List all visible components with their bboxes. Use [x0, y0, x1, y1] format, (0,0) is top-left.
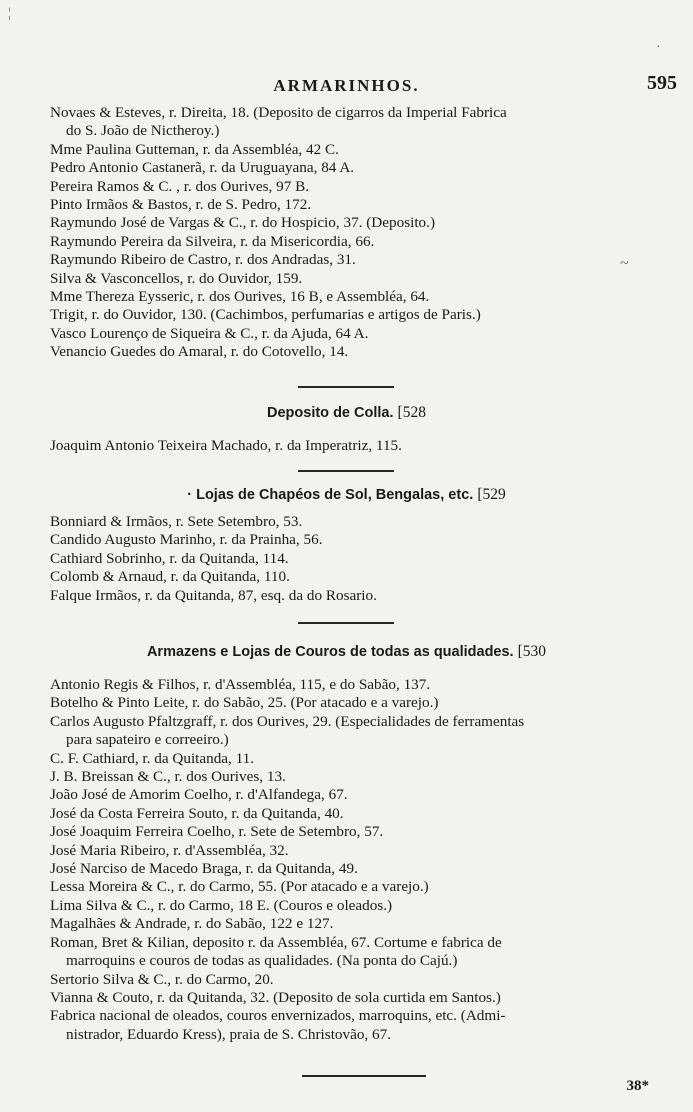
- list-item-continuation: nistrador, Eduardo Kress), praia de S. Christovão, 67.: [66, 1025, 392, 1043]
- section-divider: [298, 386, 394, 388]
- list-item: Venancio Guedes do Amaral, r. do Cotovello, 14.: [50, 343, 349, 361]
- print-speck: ·: [656, 40, 661, 55]
- list-item-continuation: para sapateiro e correeiro.): [66, 731, 229, 749]
- list-item: João José de Amorim Coelho, r. d'Alfandega, 67.: [50, 786, 348, 804]
- list-item: José Maria Ribeiro, r. d'Assembléa, 32.: [50, 841, 289, 859]
- list-item-continuation: marroquins e couros de todas as qualidades. (Na ponta do Cajú.): [66, 952, 458, 970]
- couros-entries: [50, 676, 678, 1044]
- list-item: Cathiard Sobrinho, r. da Quitanda, 114.: [50, 549, 289, 567]
- list-item: Mme Thereza Eysseric, r. dos Ourives, 16 B, e Assembléa, 64.: [50, 288, 430, 306]
- list-item: Falque Irmãos, r. da Quitanda, 87, esq. da do Rosario.: [50, 586, 377, 604]
- section-divider: [298, 470, 394, 472]
- list-item: Joaquim Antonio Teixeira Machado, r. da Imperatriz, 115.: [50, 437, 402, 454]
- list-item: Vianna & Couto, r. da Quitanda, 32. (Deposito de sola curtida em Santos.): [50, 988, 501, 1006]
- list-item: José da Costa Ferreira Souto, r. da Quitanda, 40.: [50, 804, 344, 822]
- chapeos-entries: [50, 513, 678, 605]
- list-item-continuation: do S. João de Nictheroy.): [66, 122, 220, 140]
- list-item: Raymundo Ribeiro de Castro, r. dos Andradas, 31.: [50, 251, 356, 269]
- list-item: Trigit, r. do Ouvidor, 130. (Cachimbos, perfumarias e artigos de Paris.): [50, 306, 481, 324]
- list-item: Lima Silva & C., r. do Carmo, 18 E. (Couros e oleados.): [50, 896, 393, 914]
- section-number: [529: [477, 486, 506, 503]
- list-item: Candido Augusto Marinho, r. da Prainha, 56.: [50, 531, 323, 549]
- list-item: Roman, Bret & Kilian, deposito r. da Assembléa, 67. Cortume e fabrica de: [50, 933, 502, 951]
- section-title-text: · Lojas de Chapéos de Sol, Bengalas, etc.: [187, 487, 474, 503]
- section-title-text: Deposito de Colla.: [267, 405, 394, 421]
- signature-mark: 38*: [626, 1078, 649, 1094]
- armarinhos-entries: [50, 104, 678, 362]
- page-header: [0, 72, 693, 102]
- list-item: Magalhães & Andrade, r. do Sabão, 122 e 127.: [50, 915, 334, 933]
- section-title-colla: [0, 404, 693, 422]
- list-item: Mme Paulina Gutteman, r. da Assembléa, 42 C.: [50, 140, 339, 158]
- list-item: Silva & Vasconcellos, r. do Ouvidor, 159.: [50, 269, 303, 287]
- list-item: C. F. Cathiard, r. da Quitanda, 11.: [50, 749, 255, 767]
- section-divider: [302, 1075, 426, 1077]
- list-item: Pinto Irmãos & Bastos, r. de S. Pedro, 172.: [50, 196, 312, 214]
- list-item: Novaes & Esteves, r. Direita, 18. (Deposito de cigarros da Imperial Fabrica: [50, 104, 507, 121]
- section-divider: [298, 622, 394, 624]
- list-item: Bonniard & Irmãos, r. Sete Setembro, 53.: [50, 513, 303, 530]
- section-number: [528: [397, 404, 426, 421]
- ink-mark: ~: [620, 255, 629, 272]
- print-speck: ¦: [8, 6, 11, 21]
- running-title: ARMARINHOS.: [273, 76, 420, 95]
- list-item: Pereira Ramos & C. , r. dos Ourives, 97 B.: [50, 177, 310, 195]
- list-item: José Joaquim Ferreira Coelho, r. Sete de Setembro, 57.: [50, 823, 384, 841]
- list-item: Colomb & Arnaud, r. da Quitanda, 110.: [50, 568, 290, 586]
- list-item: Lessa Moreira & C., r. do Carmo, 55. (Por atacado e a varejo.): [50, 878, 429, 896]
- list-item: Fabrica nacional de oleados, couros envernizados, marroquins, etc. (Admi-: [50, 1007, 506, 1025]
- list-item: Antonio Regis & Filhos, r. d'Assembléa, 115, e do Sabão, 137.: [50, 676, 431, 693]
- list-item: Raymundo José de Vargas & C., r. do Hospicio, 37. (Deposito.): [50, 214, 436, 232]
- list-item: Sertorio Silva & C., r. do Carmo, 20.: [50, 970, 274, 988]
- list-item: Botelho & Pinto Leite, r. do Sabão, 25. (Por atacado e a varejo.): [50, 694, 439, 712]
- section-title-chapeos: [0, 486, 693, 504]
- list-item: J. B. Breissan & C., r. dos Ourives, 13.: [50, 768, 286, 786]
- colla-entries: [50, 437, 678, 455]
- section-title-couros: [0, 643, 693, 661]
- list-item: Vasco Lourenço de Siqueira & C., r. da Ajuda, 64 A.: [50, 324, 369, 342]
- list-item: José Narciso de Macedo Braga, r. da Quitanda, 49.: [50, 860, 358, 878]
- list-item: Pedro Antonio Castanerã, r. da Uruguayana, 84 A.: [50, 159, 355, 177]
- section-title-text: Armazens e Lojas de Couros de todas as qualidades.: [146, 644, 514, 660]
- list-item: Raymundo Pereira da Silveira, r. da Misericordia, 66.: [50, 232, 375, 250]
- page-number: 595: [647, 72, 677, 94]
- section-number: [530: [517, 643, 547, 660]
- list-item: Carlos Augusto Pfaltzgraff, r. dos Ourives, 29. (Especialidades de ferramentas: [50, 712, 525, 730]
